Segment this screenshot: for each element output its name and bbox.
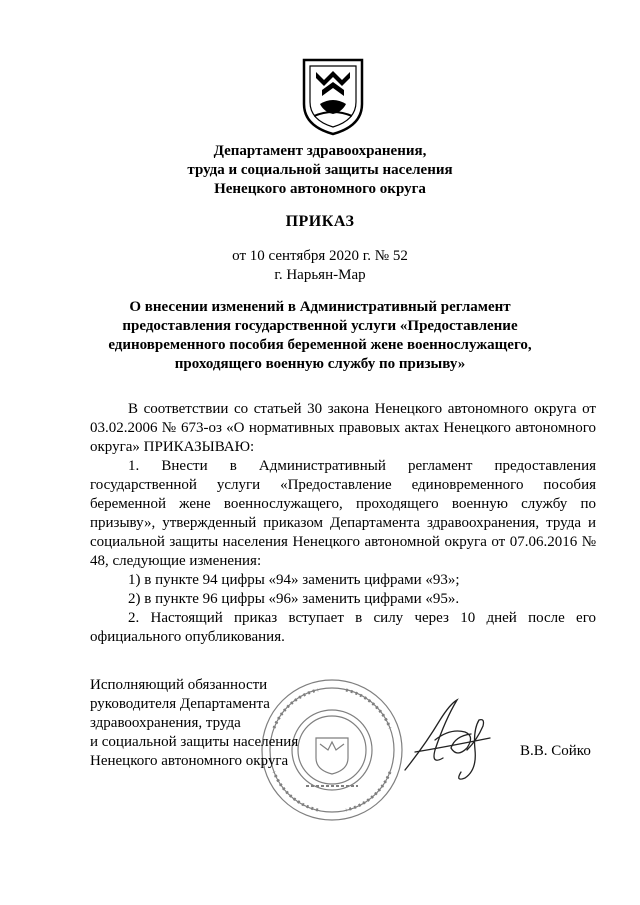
position-line: здравоохранения, труда (90, 715, 241, 731)
department-line: Ненецкого автономного округа (214, 181, 426, 197)
position-line: и социальной защиты населения (90, 734, 299, 750)
department-line: труда и социальной защиты населения (187, 162, 453, 178)
handwritten-signature-icon (395, 690, 500, 785)
sub-item-2: 2) в пункте 96 цифры «96» заменить цифрами «95». (128, 591, 460, 607)
intro-paragraph: В соответствии со статьей 30 закона Ненецкого автономного округа от 03.02.2006 № 673-оз «О нормативных правовых актах Ненецкого автономного округа» ПРИКАЗЫВАЮ: (90, 401, 596, 455)
subject-line: проходящего военную службу по призыву» (174, 356, 466, 372)
coat-of-arms-icon (298, 56, 368, 136)
document-type: ПРИКАЗ (285, 213, 355, 230)
department-line: Департамент здравоохранения, (213, 143, 427, 159)
subject-line: предоставления государственной услуги «Предоставление (122, 318, 518, 334)
position-line: руководителя Департамента (90, 696, 270, 712)
place: г. Нарьян-Мар (274, 267, 366, 283)
signatory-name: В.В. Сойко (520, 743, 591, 759)
department-name (0, 142, 640, 199)
document-body (90, 400, 596, 647)
subject-heading (0, 298, 640, 374)
position-line: Исполняющий обязанности (90, 677, 268, 693)
subject-line: единовременного пособия беременной жене военнослужащего, (108, 337, 532, 353)
position-line: Ненецкого автономного округа (90, 753, 289, 769)
date-and-number: от 10 сентября 2020 г. № 52 (232, 248, 408, 264)
sub-item-1: 1) в пункте 94 цифры «94» заменить цифрами «93»; (128, 572, 460, 588)
document-date-block (0, 247, 640, 285)
signatory-position (90, 676, 298, 771)
order-item-1: 1. Внести в Административный регламент предоставления государственной услуги «Предоставление единовременного пособия беременной жене военнослужащего, проходящего военную службу по призыву», утвержденный приказом Департамента здравоохранения, труда и социальной защиты населения Ненецкого автономной округа от 07.06.2016 № 48, следующие изменения: (90, 458, 596, 569)
order-item-2: 2. Настоящий приказ вступает в силу через 10 дней после его официального опубликования. (90, 610, 596, 645)
subject-line: О внесении изменений в Административный регламент (129, 299, 511, 315)
